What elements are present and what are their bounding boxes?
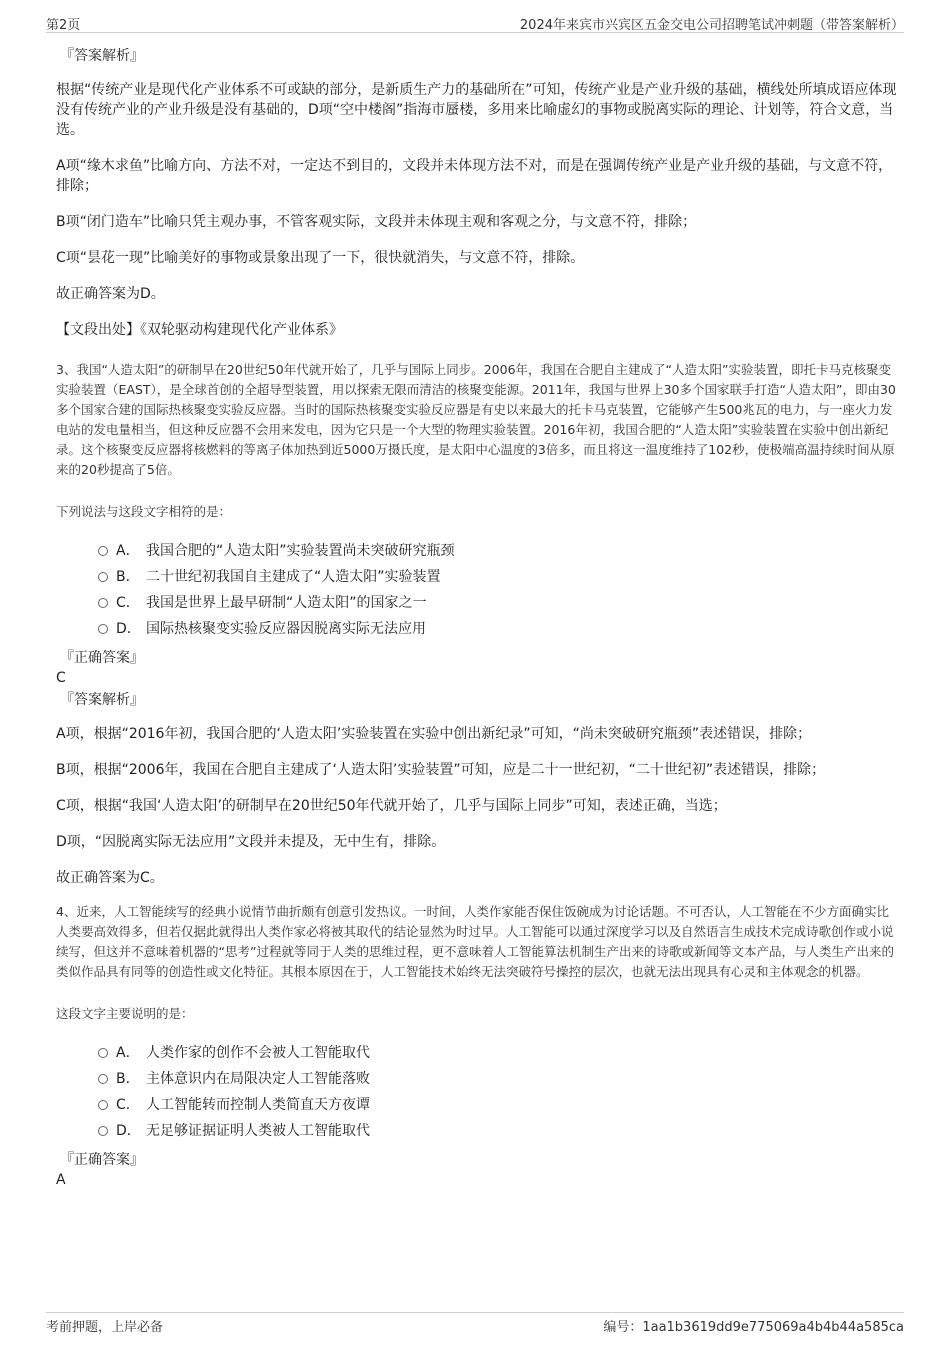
q3-option-c[interactable]: C． 我国是世界上最早研制“人造太阳”的国家之一 bbox=[98, 590, 898, 616]
page-footer bbox=[46, 1312, 904, 1335]
q3-passage: 3、我国“人造太阳”的研制早在20世纪50年代就开始了，几乎与国际上同步。2006年，我国在合肥自主建成了“人造太阳”实验装置，即托卡马克核聚变实验装置（EAST），是全球首创的全超导型装置，用以探索无限而清洁的核聚变能源。2011年，我国与世界上30多个国家联手打造“人造太阳”，即由30多个国家合建的国际热核聚变实验反应器。当时的国际热核聚变实验反应器是有史以来最大的托卡马克装置，它能够产生500兆瓦的电力，与一座火力发电站的发电量相当，但这种反应器不会用来发电，因为它只是一个大型的物理实验装置。2016年初，我国合肥的“人造太阳”实验装置在实验中创出新纪录。这个核聚变反应器将核燃料的等离子体加热到近5000万摄氏度，是太阳中心温度的3倍多，而且将这一温度维持了102秒，使极端高温持续时间从原来的20秒提高了5倍。 bbox=[56, 362, 896, 477]
q4-option-b[interactable]: B． 主体意识内在局限决定人工智能落败 bbox=[98, 1066, 898, 1092]
document-title: 2024年来宾市兴宾区五金交电公司招聘笔试冲刺题（带答案解析） bbox=[519, 18, 904, 33]
q3-analysis-tag: 『答案解析』 bbox=[60, 692, 144, 708]
q3-option-a[interactable]: A． 我国合肥的“人造太阳”实验装置尚未突破研究瓶颈 bbox=[98, 538, 898, 564]
q4-answer: A bbox=[56, 1172, 66, 1188]
q3-analysis-paragraph: B项，根据“2006年，我国在合肥自主建成了‘人造太阳’实验装置”可知，应是二十一世纪初，“二十世纪初”表述错误，排除； bbox=[56, 762, 826, 778]
q4-option-c[interactable]: C． 人工智能转而控制人类简直天方夜谭 bbox=[98, 1092, 898, 1118]
q3-options bbox=[98, 538, 898, 642]
q3-analysis-paragraph: C项，根据“我国‘人造太阳’的研制早在20世纪50年代就开始了，几乎与国际上同步”可知，表述正确，当选； bbox=[56, 798, 727, 814]
page-header bbox=[46, 14, 904, 33]
q3-option-d[interactable]: D． 国际热核聚变实验反应器因脱离实际无法应用 bbox=[98, 616, 898, 642]
q4-answer-tag: 『正确答案』 bbox=[60, 1152, 144, 1168]
footer-slogan: 考前押题，上岸必备 bbox=[46, 1320, 164, 1335]
q4-passage: 4、近来，人工智能续写的经典小说情节曲折颇有创意引发热议。一时间，人类作家能否保住饭碗成为讨论话题。不可否认，人工智能在不少方面确实比人类要高效得多，但若仅据此就得出人类作家必将被其取代的结论显然为时过早。人工智能可以通过深度学习以及自然语言生成技术完成诗歌创作或小说续写，但这并不意味着机器的“思考”过程就等同于人类的思维过程，更不意味着人工智能算法机制生产出来的诗歌或新闻等文本产品，与人类生产出来的类似作品具有同等的创造性或文化特征。其根本原因在于，人工智能技术始终无法突破符号操控的层次，也就无法出现具有心灵和主体观念的机器。 bbox=[56, 904, 894, 979]
q3-analysis-paragraph: D项，“因脱离实际无法应用”文段并未提及，无中生有，排除。 bbox=[56, 834, 446, 850]
radio-icon[interactable] bbox=[98, 1126, 108, 1136]
q2-analysis-paragraph: A项“缘木求鱼”比喻方向、方法不对，一定达不到目的，文段并未体现方法不对，而是在强调传统产业是产业升级的基础，与文意不符，排除； bbox=[56, 158, 893, 194]
q3-option-b[interactable]: B． 二十世纪初我国自主建成了“人造太阳”实验装置 bbox=[98, 564, 898, 590]
q3-analysis-paragraph: A项，根据“2016年初，我国合肥的‘人造太阳’实验装置在实验中创出新纪录”可知，“尚未突破研究瓶颈”表述错误，排除； bbox=[56, 726, 812, 742]
q2-analysis-paragraph: C项“昙花一现”比喻美好的事物或景象出现了一下，很快就消失，与文意不符，排除。 bbox=[56, 250, 585, 266]
radio-icon[interactable] bbox=[98, 1048, 108, 1058]
document-body bbox=[56, 46, 898, 1192]
radio-icon[interactable] bbox=[98, 546, 108, 556]
q3-answer: C bbox=[56, 670, 66, 686]
radio-icon[interactable] bbox=[98, 624, 108, 634]
q4-option-d[interactable]: D． 无足够证据证明人类被人工智能取代 bbox=[98, 1118, 898, 1144]
radio-icon[interactable] bbox=[98, 1100, 108, 1110]
q3-answer-tag: 『正确答案』 bbox=[60, 650, 144, 666]
radio-icon[interactable] bbox=[98, 598, 108, 608]
q2-analysis-paragraph: 根据“传统产业是现代化产业体系不可或缺的部分，是新质生产力的基础所在”可知，传统产业是产业升级的基础，横线处所填成语应体现没有传统产业的产业升级是没有基础的，D项“空中楼阁”指海市蜃楼，多用来比喻虚幻的事物或脱离实际的理论、计划等，符合文意，当选。 bbox=[56, 82, 897, 138]
q4-option-a[interactable]: A． 人类作家的创作不会被人工智能取代 bbox=[98, 1040, 898, 1066]
radio-icon[interactable] bbox=[98, 572, 108, 582]
code-value: 1aa1b3619dd9e775069a4b4b44a585ca bbox=[642, 1320, 904, 1335]
q3-conclusion: 故正确答案为C。 bbox=[56, 870, 164, 886]
q3-stem: 下列说法与这段文字相符的是： bbox=[56, 504, 232, 519]
code-label: 编号： bbox=[603, 1320, 643, 1335]
q2-analysis-tag: 『答案解析』 bbox=[60, 48, 144, 64]
q2-conclusion: 故正确答案为D。 bbox=[56, 286, 165, 302]
q2-source: 【文段出处】《双轮驱动构建现代化产业体系》 bbox=[56, 322, 343, 338]
radio-icon[interactable] bbox=[98, 1074, 108, 1084]
q4-stem: 这段文字主要说明的是： bbox=[56, 1006, 194, 1021]
document-code bbox=[603, 1316, 904, 1335]
q2-analysis-paragraph: B项“闭门造车”比喻只凭主观办事，不管客观实际，文段并未体现主观和客观之分，与文意不符，排除； bbox=[56, 214, 697, 230]
page-number: 第2页 bbox=[46, 18, 81, 33]
q4-options bbox=[98, 1040, 898, 1144]
